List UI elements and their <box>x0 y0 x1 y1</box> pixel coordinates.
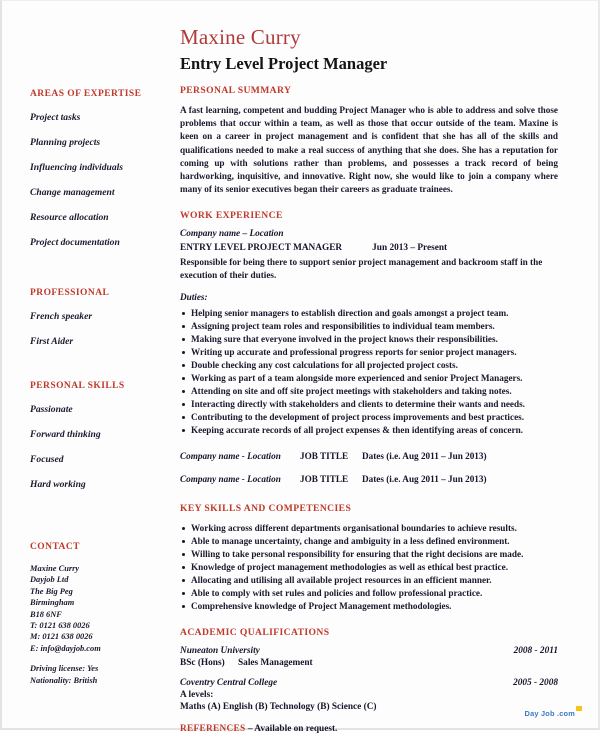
previous-job-title: JOB TITLE <box>300 473 349 484</box>
duties-list <box>180 307 558 437</box>
personal-skill-item: Focused <box>30 454 64 465</box>
contact-line: The Big Peg <box>30 586 73 596</box>
contact-heading: CONTACT <box>30 542 80 552</box>
previous-dates: Dates (i.e. Aug 2011 – Jun 2013) <box>362 473 487 484</box>
logo-spark-icon <box>576 706 582 711</box>
previous-role-row <box>180 451 558 461</box>
previous-job-title: JOB TITLE <box>300 450 349 461</box>
dayjob-logo-text: Day Job .com <box>524 709 575 718</box>
personal-skills-heading: PERSONAL SKILLS <box>30 381 125 391</box>
key-skill-item: Willing to take personal responsibility for ensuring that the right decisions are made. <box>180 548 558 561</box>
education-entry-row <box>180 678 558 688</box>
key-skill-item: Working across different departments organisational boundaries to achieve results. <box>180 522 558 535</box>
references-label: REFERENCES <box>180 723 246 734</box>
previous-company: Company name - Location <box>180 450 281 461</box>
previous-company: Company name - Location <box>180 473 281 484</box>
education-entry-row <box>180 646 558 656</box>
main-content <box>174 11 586 734</box>
expertise-item: Change management <box>30 187 115 198</box>
education-level-label: A levels: <box>180 689 214 700</box>
contact-spacer <box>30 654 174 663</box>
references-line <box>180 724 558 734</box>
duty-item: Assigning project team roles and responsibilities to individual team members. <box>180 320 558 333</box>
current-role-dates: Jun 2013 – Present <box>372 243 448 254</box>
sidebar <box>12 11 174 720</box>
nationality: Nationality: British <box>30 675 98 685</box>
previous-role-row <box>180 474 558 484</box>
personal-skill-item: Hard working <box>30 479 86 490</box>
duty-item: Making sure that everyone involved in the project knows their responsibilities. <box>180 333 558 346</box>
key-skill-item: Comprehensive knowledge of Project Management methodologies. <box>180 600 558 613</box>
current-role-description: Responsible for being there to support senior project management and backroom staff in the execution of their duties. <box>180 257 543 281</box>
current-company: Company name – Location <box>180 229 284 240</box>
work-experience-heading: WORK EXPERIENCE <box>180 210 283 222</box>
education-degree: BSc (Hons) <box>180 657 225 668</box>
education-subject-grades: Maths (A) English (B) Technology (B) Science (C) <box>180 701 377 712</box>
expertise-item: Project documentation <box>30 237 120 248</box>
candidate-job-title: Entry Level Project Manager <box>180 54 388 73</box>
duty-item: Keeping accurate records of all project expenses & then identifying areas of concern. <box>180 424 558 437</box>
key-skill-item: Able to comply with set rules and policies and follow professional practice. <box>180 587 558 600</box>
duty-item: Working as part of a team alongside more experienced and senior Project Managers. <box>180 372 558 385</box>
candidate-name: Maxine Curry <box>180 25 301 49</box>
dayjob-logo[interactable] <box>525 709 582 718</box>
expertise-item: Resource allocation <box>30 212 109 223</box>
key-skill-item: Allocating and utilising all available project resources in an efficient manner. <box>180 574 558 587</box>
key-skill-item: Able to manage uncertainty, change and ambiguity in a less defined environment. <box>180 535 558 548</box>
contact-telephone: T: 0121 638 0026 <box>30 621 90 631</box>
education-years: 2005 - 2008 <box>513 677 558 688</box>
personal-skill-item: Passionate <box>30 404 73 415</box>
duty-item: Writing up accurate and professional progress reports for senior project managers. <box>180 346 558 359</box>
duties-label: Duties: <box>180 291 208 302</box>
education-detail <box>180 658 558 668</box>
academic-qualifications-heading: ACADEMIC QUALIFICATIONS <box>180 626 330 638</box>
contact-postcode: B18 6NF <box>30 609 62 619</box>
education-institution: Nuneaton University <box>180 645 260 656</box>
key-skill-item: Knowledge of project management methodologies as well as ethical best practice. <box>180 561 558 574</box>
driving-license: Driving license: Yes <box>30 664 99 674</box>
professional-heading: PROFESSIONAL <box>30 288 110 298</box>
current-role-title: ENTRY LEVEL PROJECT MANAGER <box>180 243 343 254</box>
contact-line: Maxine Curry <box>30 564 80 573</box>
contact-email[interactable]: E: info@dayjob.com <box>30 643 101 653</box>
areas-of-expertise-heading: AREAS OF EXPERTISE <box>30 89 142 99</box>
personal-summary-text: A fast learning, competent and budding Project Manager who is able to address and solve those problems that occur within a team, as well as those that occur outside of the team. Maxine is keen on a career in project management and is confident that she has all of the skills and qualifications needed to make a real success of anything that she does. She has a reputation for coming up with solutions rather than problems, and possesses a track record of being hardworking, inquisitive, and innovative. Right now, she would like to join a company where many of its senior executives began their careers as graduate trainees. <box>180 105 558 195</box>
professional-item: First Aider <box>30 336 74 347</box>
key-skills-heading: KEY SKILLS AND COMPETENCIES <box>180 502 352 514</box>
previous-dates: Dates (i.e. Aug 2011 – Jun 2013) <box>362 450 487 461</box>
education-years: 2008 - 2011 <box>513 645 558 656</box>
professional-item: French speaker <box>30 311 93 322</box>
duty-item: Interacting directly with stakeholders and clients to determine their wants and needs. <box>180 398 558 411</box>
education-subject: Sales Management <box>238 657 313 668</box>
duty-item: Contributing to the development of project process improvements and best practices. <box>180 411 558 424</box>
personal-skills-section <box>30 381 174 490</box>
expertise-item: Influencing individuals <box>30 162 124 173</box>
expertise-item: Project tasks <box>30 112 81 123</box>
duty-item: Helping senior managers to establish direction and goals amongst a project team. <box>180 307 558 320</box>
contact-mobile: M: 0121 638 0026 <box>30 632 93 642</box>
personal-skill-item: Forward thinking <box>30 429 101 440</box>
duty-item: Double checking any cost calculations for all projected project costs. <box>180 359 558 372</box>
expertise-item: Planning projects <box>30 137 101 148</box>
key-skills-list <box>180 522 558 613</box>
personal-summary-heading: PERSONAL SUMMARY <box>180 85 292 96</box>
contact-section <box>30 542 174 686</box>
references-text: – Available on request. <box>245 723 338 734</box>
areas-of-expertise-section <box>30 89 174 248</box>
duty-item: Attending on site and off site project meetings with stakeholders and taking notes. <box>180 385 558 398</box>
contact-line: Dayjob Ltd <box>30 575 69 585</box>
education-institution: Coventry Central College <box>180 677 278 688</box>
current-role-line <box>180 243 558 253</box>
professional-section <box>30 288 174 347</box>
contact-line: Birmingham <box>30 598 75 608</box>
